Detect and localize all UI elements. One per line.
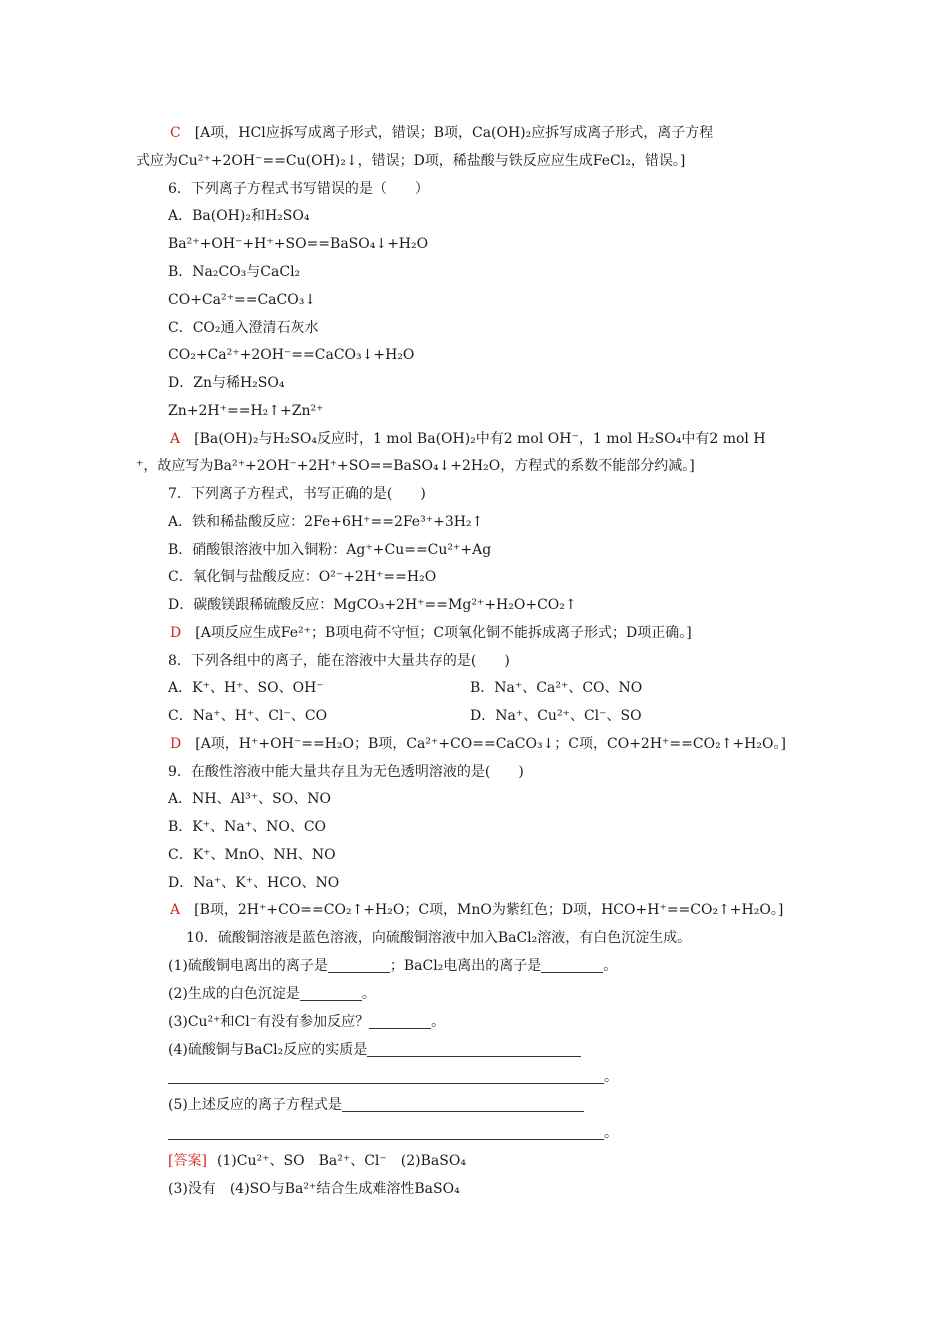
answer-letter: D: [170, 625, 182, 641]
answer-blank[interactable]: [168, 1069, 604, 1084]
q6-option-d-equation: Zn+2H⁺==H₂↑+Zn²⁺: [168, 403, 324, 419]
q8-option-b: B．Na⁺、Ca²⁺、CO、NO: [470, 680, 643, 696]
answer-10-line-2: (3)没有 (4)SO与Ba²⁺结合生成难溶性BaSO₄: [168, 1181, 460, 1197]
answer-tag: [答案]: [168, 1153, 207, 1169]
answer-blank[interactable]: [328, 958, 390, 973]
answer-blank[interactable]: [342, 1097, 584, 1112]
q7-option-b: B．硝酸银溶液中加入铜粉：Ag⁺+Cu==Cu²⁺+Ag: [168, 542, 492, 558]
answer-blank[interactable]: [541, 958, 603, 973]
answer-9: A [B项，2H⁺+CO==CO₂↑+H₂O；C项，MnO为紫红色；D项，HCO+H⁺==CO₂↑+H₂O。]: [170, 902, 784, 918]
q8-option-d: D．Na⁺、Cu²⁺、Cl⁻、SO: [470, 708, 642, 724]
q10-part-5-continuation: 。: [168, 1123, 618, 1143]
answer-5-line-2: 式应为Cu²⁺+2OH⁻==Cu(OH)₂↓，错误；D项，稀盐酸与铁反应应生成FeCl₂，错误。]: [136, 153, 686, 169]
answer-6-line-1: A [Ba(OH)₂与H₂SO₄反应时，1 mol Ba(OH)₂中有2 mol OH⁻，1 mol H₂SO₄中有2 mol H: [170, 431, 766, 447]
q6-option-a: A．Ba(OH)₂和H₂SO₄: [168, 208, 310, 224]
q10-part-4-continuation: 。: [168, 1067, 618, 1087]
answer-letter: C: [170, 125, 181, 141]
question-6: 6．下列离子方程式书写错误的是（ ）: [168, 181, 429, 197]
answer-letter: A: [170, 431, 181, 447]
q6-option-b: B．Na₂CO₃与CaCl₂: [168, 264, 301, 280]
answer-blank[interactable]: [369, 1014, 431, 1029]
answer-5-line-1: C [A项，HCl应拆写成离子形式，错误；B项，Ca(OH)₂应拆写成离子形式，离子方程: [170, 125, 714, 141]
q9-option-a: A．NH、Al³⁺、SO、NO: [168, 791, 331, 807]
q6-option-c: C．CO₂通入澄清石灰水: [168, 320, 319, 336]
q10-part-4: (4)硫酸铜与BaCl₂反应的实质是: [168, 1040, 581, 1060]
question-7: 7．下列离子方程式，书写正确的是( ): [168, 486, 426, 502]
q6-option-d: D．Zn与稀H₂SO₄: [168, 375, 285, 391]
q10-part-3: (3)Cu²⁺和Cl⁻有没有参加反应？ 。: [168, 1014, 446, 1030]
answer-letter: D: [170, 736, 182, 752]
answer-blank[interactable]: [168, 1125, 604, 1140]
q6-option-b-equation: CO+Ca²⁺==CaCO₃↓: [168, 292, 317, 308]
q7-option-a: A．铁和稀盐酸反应：2Fe+6H⁺==2Fe³⁺+3H₂↑: [168, 514, 484, 530]
q10-part-2: (2)生成的白色沉淀是 。: [168, 986, 376, 1002]
question-10: 10．硫酸铜溶液是蓝色溶液，向硫酸铜溶液中加入BaCl₂溶液，有白色沉淀生成。: [186, 930, 692, 946]
q9-option-d: D．Na⁺、K⁺、HCO、NO: [168, 875, 340, 891]
question-8: 8．下列各组中的离子，能在溶液中大量共存的是( ): [168, 653, 510, 669]
q8-option-c: C．Na⁺、H⁺、Cl⁻、CO: [168, 708, 328, 724]
answer-10-line-1: [答案] (1)Cu²⁺、SO Ba²⁺、Cl⁻ (2)BaSO₄: [168, 1153, 466, 1169]
q7-option-d: D．碳酸镁跟稀硫酸反应：MgCO₃+2H⁺==Mg²⁺+H₂O+CO₂↑: [168, 597, 577, 613]
answer-blank[interactable]: [300, 986, 362, 1001]
q6-option-c-equation: CO₂+Ca²⁺+2OH⁻==CaCO₃↓+H₂O: [168, 347, 415, 363]
answer-blank[interactable]: [367, 1042, 581, 1057]
answer-7: D [A项反应生成Fe²⁺；B项电荷不守恒；C项氧化铜不能拆成离子形式；D项正确。]: [170, 625, 692, 641]
q6-option-a-equation: Ba²⁺+OH⁻+H⁺+SO==BaSO₄↓+H₂O: [168, 236, 429, 252]
q10-part-5: (5)上述反应的离子方程式是: [168, 1095, 584, 1115]
q10-part-1: (1)硫酸铜电离出的离子是 ；BaCl₂电离出的离子是 。: [168, 958, 618, 974]
q8-option-a: A．K⁺、H⁺、SO、OH⁻: [168, 680, 324, 696]
answer-letter: A: [170, 902, 181, 918]
q7-option-c: C．氧化铜与盐酸反应：O²⁻+2H⁺==H₂O: [168, 569, 437, 585]
q9-option-b: B．K⁺、Na⁺、NO、CO: [168, 819, 327, 835]
answer-8: D [A项，H⁺+OH⁻==H₂O；B项，Ca²⁺+CO==CaCO₃↓；C项，CO+2H⁺==CO₂↑+H₂O。]: [170, 736, 786, 752]
question-9: 9．在酸性溶液中能大量共存且为无色透明溶液的是( ): [168, 764, 524, 780]
answer-6-line-2: ⁺，故应写为Ba²⁺+2OH⁻+2H⁺+SO==BaSO₄↓+2H₂O，方程式的系数不能部分约减。]: [136, 458, 695, 474]
q9-option-c: C．K⁺、MnO、NH、NO: [168, 847, 336, 863]
